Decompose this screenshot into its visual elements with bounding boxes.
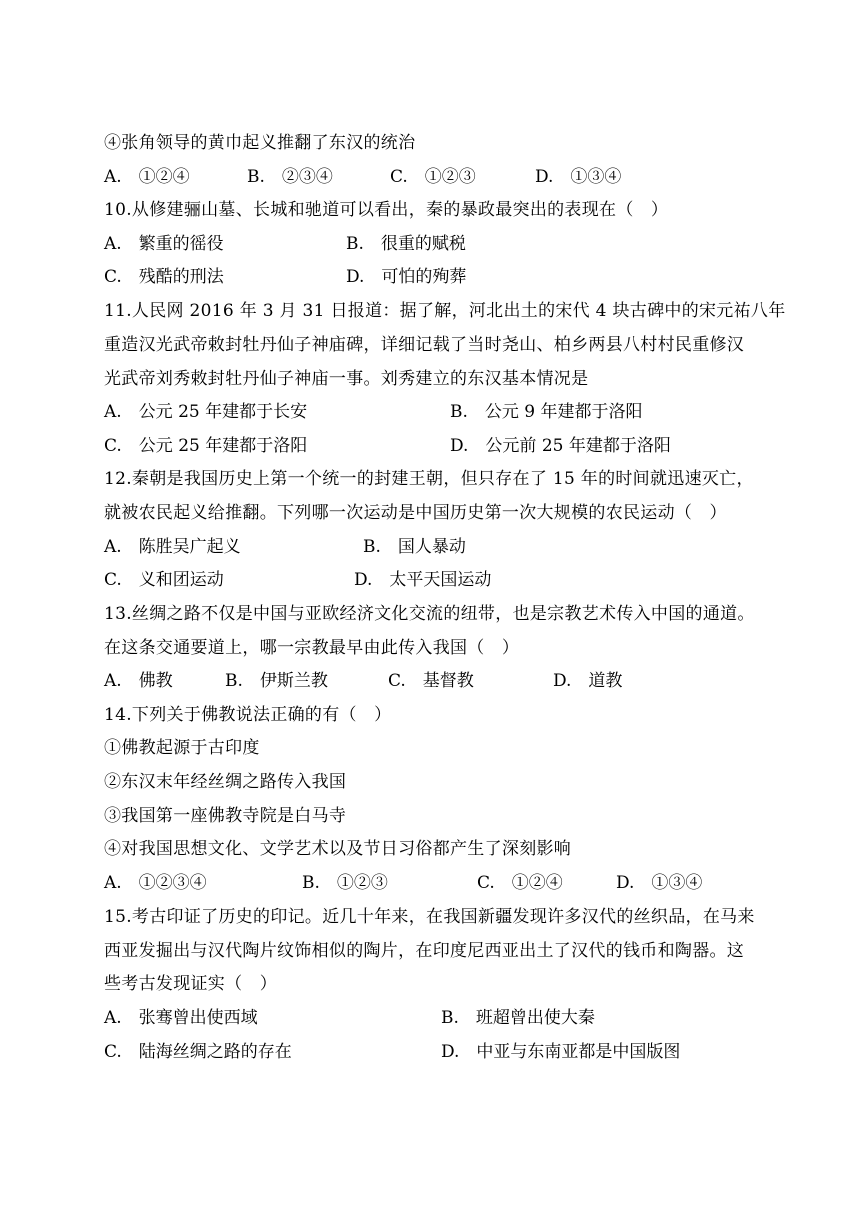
- q15-stem-line-2: 西亚发掘出与汉代陶片纹饰相似的陶片，在印度尼西亚出土了汉代的钱币和陶器。这: [104, 941, 745, 961]
- q14-option-d[interactable]: D. ①③④: [616, 873, 703, 893]
- q14-option-a[interactable]: A. ①②③④: [104, 873, 207, 893]
- q12-option-a[interactable]: A. 陈胜吴广起义: [104, 537, 241, 557]
- q14-option-c[interactable]: C. ①②④: [477, 873, 563, 893]
- q12-option-d[interactable]: D. 太平天国运动: [354, 570, 492, 590]
- q13-option-a[interactable]: A. 佛教: [104, 671, 173, 691]
- q14-statement-2: ②东汉末年经丝绸之路传入我国: [104, 772, 347, 792]
- q15-option-a[interactable]: A. 张骞曾出使西域: [104, 1008, 258, 1028]
- q14-statement-3: ③我国第一座佛教寺院是白马寺: [104, 806, 347, 826]
- q15-option-c[interactable]: C. 陆海丝绸之路的存在: [104, 1042, 292, 1062]
- q13-stem-line-1: 13.丝绸之路不仅是中国与亚欧经济文化交流的纽带，也是宗教艺术传入中国的通道。: [104, 604, 755, 624]
- q15-stem-line-1: 15.考古印证了历史的印记。近几十年来，在我国新疆发现许多汉代的丝织品，在马来: [104, 907, 755, 927]
- q10-option-a[interactable]: A. 繁重的徭役: [104, 234, 224, 254]
- q15-option-d[interactable]: D. 中亚与东南亚都是中国版图: [441, 1042, 681, 1062]
- q11-stem-line-1: 11.人民网 2016 年 3 月 31 日报道：据了解，河北出土的宋代 4 块古碑中的宋元祐八年: [104, 301, 786, 321]
- q11-option-d[interactable]: D. 公元前 25 年建都于洛阳: [450, 436, 671, 456]
- q11-stem-line-3: 光武帝刘秀敕封牡丹仙子神庙一事。刘秀建立的东汉基本情况是: [104, 369, 589, 389]
- q14-statement-1: ①佛教起源于古印度: [104, 738, 260, 758]
- q12-stem-line-1: 12.秦朝是我国历史上第一个统一的封建王朝，但只存在了 15 年的时间就迅速灭亡，: [104, 469, 754, 489]
- q11-option-b[interactable]: B. 公元 9 年建都于洛阳: [450, 402, 643, 422]
- q14-stem: 14.下列关于佛教说法正确的有（ ）: [104, 705, 392, 725]
- q9-option-c[interactable]: C. ①②③: [390, 167, 476, 187]
- q9-option-b[interactable]: B. ②③④: [247, 167, 333, 187]
- q13-option-b[interactable]: B. 伊斯兰教: [225, 671, 328, 691]
- q15-option-b[interactable]: B. 班超曾出使大秦: [441, 1008, 595, 1028]
- q13-option-d[interactable]: D. 道教: [553, 671, 623, 691]
- q10-stem: 10.从修建骊山墓、长城和驰道可以看出，秦的暴政最突出的表现在（ ）: [104, 200, 669, 220]
- q14-option-b[interactable]: B. ①②③: [302, 873, 388, 893]
- q11-option-c[interactable]: C. 公元 25 年建都于洛阳: [104, 436, 308, 456]
- q10-option-c[interactable]: C. 残酷的刑法: [104, 267, 224, 287]
- q14-statement-4: ④对我国思想文化、文学艺术以及节日习俗都产生了深刻影响: [104, 839, 572, 859]
- q11-option-a[interactable]: A. 公元 25 年建都于长安: [104, 402, 308, 422]
- q9-option-a[interactable]: A. ①②④: [104, 167, 190, 187]
- q11-stem-line-2: 重造汉光武帝敕封牡丹仙子神庙碑，详细记载了当时尧山、柏乡两县八村村民重修汉: [104, 335, 745, 355]
- q10-option-b[interactable]: B. 很重的赋税: [346, 234, 466, 254]
- q15-stem-line-3: 些考古发现证实（ ）: [104, 974, 277, 994]
- q12-option-c[interactable]: C. 义和团运动: [104, 570, 224, 590]
- q10-option-d[interactable]: D. 可怕的殉葬: [346, 267, 467, 287]
- q12-stem-line-2: 就被农民起义给推翻。下列哪一次运动是中国历史第一次大规模的农民运动（ ）: [104, 503, 727, 523]
- q13-stem-line-2: 在这条交通要道上，哪一宗教最早由此传入我国（ ）: [104, 638, 520, 658]
- q9-statement-4: ④张角领导的黄巾起义推翻了东汉的统治: [104, 133, 416, 153]
- q13-option-c[interactable]: C. 基督教: [388, 671, 474, 691]
- q9-option-d[interactable]: D. ①③④: [535, 167, 622, 187]
- q12-option-b[interactable]: B. 国人暴动: [363, 537, 466, 557]
